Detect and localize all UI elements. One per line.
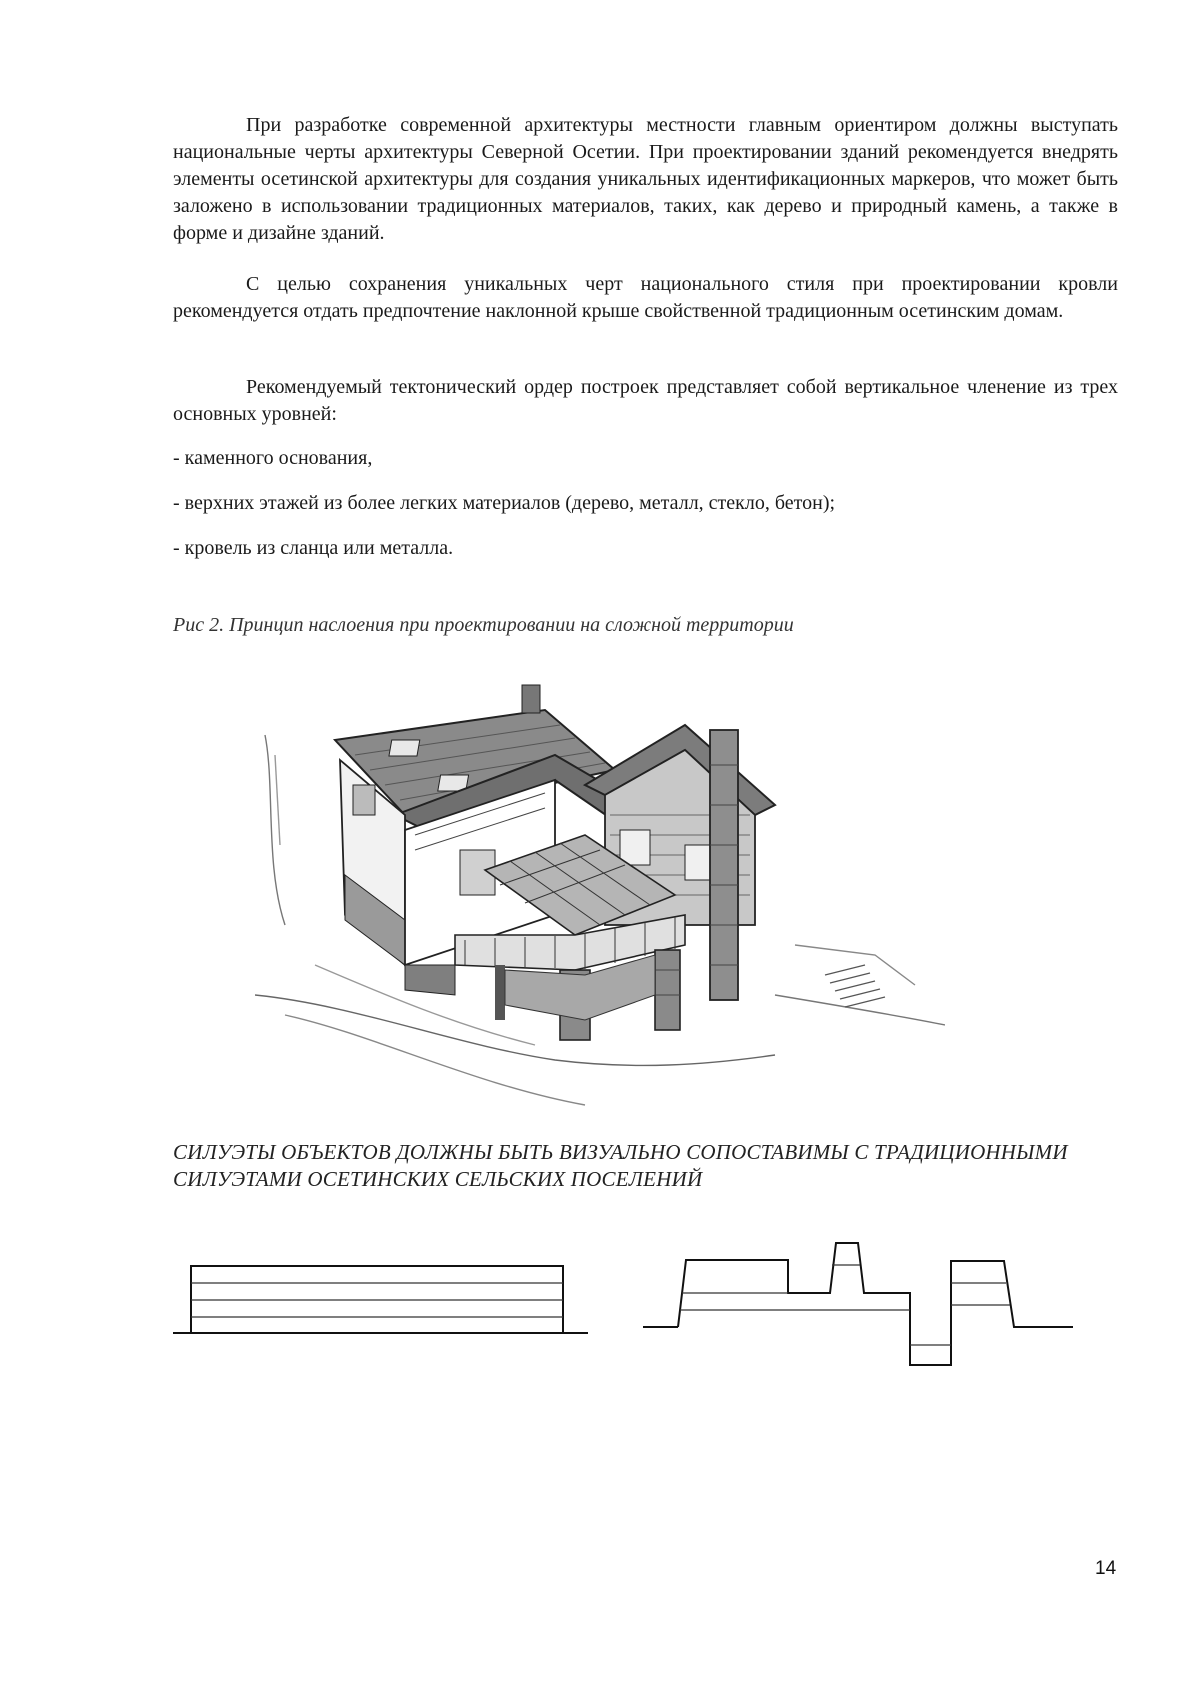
list-item-roofing: - кровель из сланца или металла. xyxy=(173,537,454,559)
paragraph-3: Рекомендуемый тектонический ордер построек представляет собой вертикальное членение из трех основных уровней: xyxy=(173,376,1118,425)
silhouette-diagrams xyxy=(168,1235,1098,1385)
figure-caption: Рис 2. Принцип наслоения при проектировании на сложной территории xyxy=(173,614,794,636)
silhouette-right xyxy=(643,1243,1073,1365)
list-item-upper-floors: - верхних этажей из более легких материалов (дерево, металл, стекло, бетон); xyxy=(173,492,836,514)
silhouette-left xyxy=(173,1266,588,1333)
paragraph-1-block xyxy=(173,112,1118,247)
house-sketch-illustration xyxy=(255,665,945,1125)
paragraph-3-block xyxy=(173,374,1118,428)
paragraph-2-block xyxy=(173,271,1118,325)
page-number: 14 xyxy=(1095,1558,1117,1579)
list-item-stone-base: - каменного основания, xyxy=(173,447,373,469)
paragraph-2: С целью сохранения уникальных черт национального стиля при проектировании кровли рекомендуется отдать предпочтение наклонной крыше свойственной традиционным осетинским домам. xyxy=(173,273,1118,322)
silhouette-slogan: СИЛУЭТЫ ОБЪЕКТОВ ДОЛЖНЫ БЫТЬ ВИЗУАЛЬНО СОПОСТАВИМЫ С ТРАДИЦИОННЫМИ СИЛУЭТАМИ ОСЕТИНСКИХ СЕЛЬСКИХ ПОСЕЛЕНИЙ xyxy=(173,1140,1068,1191)
paragraph-1: При разработке современной архитектуры местности главным ориентиром должны выступать национальные черты архитектуры Северной Осетии. При проектировании зданий рекомендуется внедрять элементы осетинской архитектуры для создания уникальных идентификационных маркеров, что может быть заложено в использовании традиционных материалов, таких, как дерево и природный камень, а также в форме и дизайне зданий. xyxy=(173,114,1118,244)
